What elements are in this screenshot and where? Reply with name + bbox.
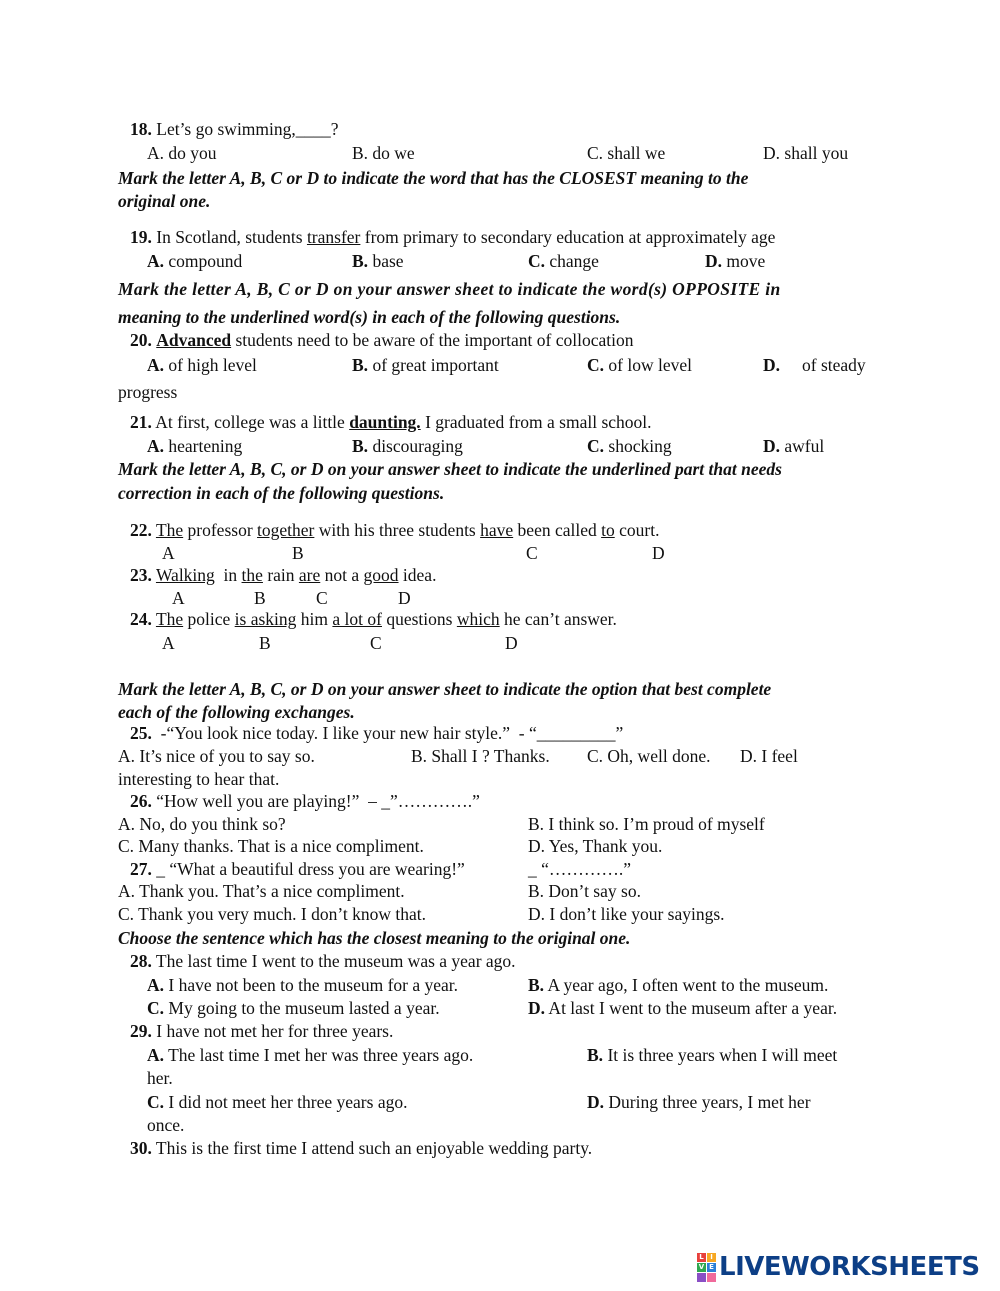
logo-cell xyxy=(707,1273,716,1282)
logo-cell: L xyxy=(697,1253,706,1262)
q20-option-b-letter: B. xyxy=(352,355,369,375)
q26-stem xyxy=(130,790,480,812)
q27-text: _ “What a beautiful dress you are wearing!” xyxy=(151,859,465,879)
q28-option-b-text: A year ago, I often went to the museum. xyxy=(544,975,829,995)
q23-stem xyxy=(130,564,436,586)
q25-number: 25. xyxy=(130,723,152,743)
q28-option-c-text: My going to the museum lasted a year. xyxy=(164,998,440,1018)
q19-option-c-text: change xyxy=(545,251,599,271)
q27-reply: _ “………….” xyxy=(528,859,632,879)
q19-option-a[interactable] xyxy=(147,250,242,272)
q20-option-b[interactable] xyxy=(352,354,499,376)
q27-option-c[interactable]: C. Thank you very much. I don’t know that. xyxy=(118,904,426,924)
q19-option-c[interactable] xyxy=(528,250,599,272)
q28-option-d[interactable] xyxy=(528,997,837,1019)
q20-option-c[interactable] xyxy=(587,354,692,376)
q23-label-c: C xyxy=(316,588,328,608)
q24-part-a[interactable]: The xyxy=(155,609,184,629)
q21-option-b-text: discouraging xyxy=(368,436,463,456)
q26-option-b[interactable]: B. I think so. I’m proud of myself xyxy=(528,814,765,834)
q20-option-a-letter: A. xyxy=(147,355,165,375)
q30-stem xyxy=(130,1137,592,1159)
logo-text: LIVEWORKSHEETS xyxy=(719,1252,980,1282)
logo-cell: E xyxy=(707,1263,716,1272)
q21-option-c-letter: C. xyxy=(587,436,605,456)
q29-option-b-letter: B. xyxy=(587,1045,604,1065)
q21-stem xyxy=(130,411,652,433)
q18-number: 18. xyxy=(130,119,152,139)
q29-option-a-text: The last time I met her was three years ago. xyxy=(164,1045,474,1065)
q25-option-d[interactable]: D. I feel xyxy=(740,746,798,766)
q27-option-d[interactable]: D. I don’t like your sayings. xyxy=(528,904,725,924)
instruction-closest-sentence: Choose the sentence which has the closest meaning to the original one. xyxy=(118,928,631,948)
q21-option-a[interactable] xyxy=(147,435,242,457)
q19-stem xyxy=(130,226,775,248)
q28-stem xyxy=(130,950,516,972)
q24-stem xyxy=(130,608,617,630)
q18-text: Let’s go swimming,____? xyxy=(151,119,339,139)
q21-number: 21. xyxy=(130,412,152,432)
q28-number: 28. xyxy=(130,951,152,971)
q28-option-a-text: I have not been to the museum for a year. xyxy=(164,975,459,995)
q19-option-a-letter: A. xyxy=(147,251,165,271)
instruction-exchanges-1: Mark the letter A, B, C, or D on your answer sheet to indicate the option that best complete xyxy=(118,679,772,699)
q28-option-c-letter: C. xyxy=(147,998,165,1018)
q29-option-d-wrap: once. xyxy=(147,1115,185,1135)
q24-text-2: him xyxy=(296,609,333,629)
q25-option-c[interactable]: C. Oh, well done. xyxy=(587,746,711,766)
q18-stem xyxy=(130,118,339,140)
q29-option-d-letter: D. xyxy=(587,1092,605,1112)
q23-label-a: A xyxy=(172,588,185,608)
q19-option-d[interactable] xyxy=(705,250,765,272)
q29-option-b-wrap: her. xyxy=(147,1068,173,1088)
q18-option-b[interactable]: B. do we xyxy=(352,143,415,163)
q19-option-a-text: compound xyxy=(164,251,243,271)
q20-number: 20. xyxy=(130,330,152,350)
q29-stem xyxy=(130,1020,393,1042)
q24-label-d: D xyxy=(505,633,518,653)
q25-option-b[interactable]: B. Shall I ? Thanks. xyxy=(411,746,550,766)
q23-part-a[interactable]: Walking xyxy=(155,565,215,585)
q25-text: -“You look nice today. I like your new hair style.” - “_________” xyxy=(151,723,624,743)
q22-part-a[interactable]: The xyxy=(155,520,184,540)
q20-option-a-text: of high level xyxy=(164,355,257,375)
q21-option-d[interactable] xyxy=(763,435,824,457)
q22-part-c[interactable]: have xyxy=(480,520,514,540)
q24-text-1: police xyxy=(183,609,235,629)
q21-text-post: I graduated from a small school. xyxy=(420,412,652,432)
q23-number: 23. xyxy=(130,565,152,585)
q24-label-c: C xyxy=(370,633,382,653)
q28-option-d-letter: D. xyxy=(528,998,546,1018)
q29-option-a[interactable] xyxy=(147,1044,473,1066)
q30-number: 30. xyxy=(130,1138,152,1158)
q19-text-post: from primary to secondary education at approximately age xyxy=(360,227,776,247)
q28-option-b[interactable] xyxy=(528,974,828,996)
q26-option-a[interactable]: A. No, do you think so? xyxy=(118,814,286,834)
q24-part-d[interactable]: which xyxy=(456,609,500,629)
q20-option-b-text: of great important xyxy=(368,355,499,375)
q21-option-b[interactable] xyxy=(352,435,463,457)
q23-part-b[interactable]: the xyxy=(241,565,263,585)
q20-option-d[interactable] xyxy=(763,354,866,376)
q22-label-b: B xyxy=(292,543,304,563)
q23-label-d: D xyxy=(398,588,411,608)
q23-text-4: idea. xyxy=(398,565,437,585)
q23-text-2: rain xyxy=(262,565,299,585)
q20-option-d-wrap: progress xyxy=(118,382,178,402)
q27-stem xyxy=(130,858,465,880)
q22-text-4: court. xyxy=(614,520,660,540)
q23-text-1: in xyxy=(214,565,242,585)
q21-option-c-text: shocking xyxy=(604,436,672,456)
logo-cell: I xyxy=(707,1253,716,1262)
q26-option-c[interactable]: C. Many thanks. That is a nice compliment. xyxy=(118,836,424,856)
q29-option-c-text: I did not meet her three years ago. xyxy=(164,1092,408,1112)
instruction-closest-2: original one. xyxy=(118,191,211,211)
q19-underlined-word: transfer xyxy=(306,227,361,247)
instruction-exchanges-2: each of the following exchanges. xyxy=(118,702,355,722)
q21-underlined-word: daunting. xyxy=(349,412,421,432)
q28-option-d-text: At last I went to the museum after a year. xyxy=(545,998,838,1018)
q25-stem xyxy=(130,722,623,744)
q29-option-b[interactable] xyxy=(587,1044,837,1066)
q26-option-d[interactable]: D. Yes, Thank you. xyxy=(528,836,663,856)
q21-option-a-letter: A. xyxy=(147,436,165,456)
q19-option-b[interactable] xyxy=(352,250,404,272)
q28-text: The last time I went to the museum was a year ago. xyxy=(151,951,516,971)
q21-text-pre: At first, college was a little xyxy=(151,412,350,432)
q19-number: 19. xyxy=(130,227,152,247)
q28-option-b-letter: B. xyxy=(528,975,545,995)
instruction-opposite-1: Mark the letter A, B, C or D on your answer sheet to indicate the word(s) OPPOSITE in xyxy=(118,279,781,299)
q29-option-d-text: During three years, I met her xyxy=(604,1092,811,1112)
q30-text: This is the first time I attend such an enjoyable wedding party. xyxy=(151,1138,593,1158)
logo-mark-icon xyxy=(697,1253,716,1282)
q18-option-a[interactable]: A. do you xyxy=(147,143,217,163)
q19-text-pre: In Scotland, students xyxy=(151,227,307,247)
q25-option-d-wrap: interesting to hear that. xyxy=(118,769,280,789)
q20-option-a[interactable] xyxy=(147,354,257,376)
q25-option-a[interactable]: A. It’s nice of you to say so. xyxy=(118,746,315,766)
q20-stem xyxy=(130,329,634,351)
q19-option-d-text: move xyxy=(722,251,766,271)
q24-text-4: he can’t answer. xyxy=(499,609,617,629)
q21-option-d-text: awful xyxy=(780,436,825,456)
q24-number: 24. xyxy=(130,609,152,629)
q19-option-c-letter: C. xyxy=(528,251,546,271)
instruction-closest-1: Mark the letter A, B, C or D to indicate the word that has the CLOSEST meaning to the xyxy=(118,168,749,188)
q20-option-d-letter: D. xyxy=(763,355,781,375)
q21-option-d-letter: D. xyxy=(763,436,781,456)
q23-text-3: not a xyxy=(320,565,364,585)
q23-label-b: B xyxy=(254,588,266,608)
q22-text-3: been called xyxy=(513,520,602,540)
q29-option-a-letter: A. xyxy=(147,1045,165,1065)
instruction-correction-1: Mark the letter A, B, C, or D on your answer sheet to indicate the underlined part that needs xyxy=(118,459,782,479)
logo-cell: V xyxy=(698,1262,705,1271)
instruction-opposite-2: meaning to the underlined word(s) in each of the following questions. xyxy=(118,307,621,327)
q29-option-c-letter: C. xyxy=(147,1092,165,1112)
q29-option-c[interactable] xyxy=(147,1091,407,1113)
q22-part-b[interactable]: together xyxy=(257,520,315,540)
q28-option-c[interactable] xyxy=(147,997,440,1019)
q22-label-d: D xyxy=(652,543,665,563)
q27-number: 27. xyxy=(130,859,152,879)
q28-option-a[interactable] xyxy=(147,974,458,996)
q26-number: 26. xyxy=(130,791,152,811)
q24-part-b[interactable]: is asking xyxy=(234,609,297,629)
q29-number: 29. xyxy=(130,1021,152,1041)
q20-option-d-text: of steady xyxy=(802,355,866,375)
q22-stem xyxy=(130,519,659,541)
q21-option-a-text: heartening xyxy=(164,436,243,456)
q20-text-post: students need to be aware of the important of collocation xyxy=(231,330,634,350)
q24-label-b: B xyxy=(259,633,271,653)
q24-label-a: A xyxy=(162,633,175,653)
q18-option-c[interactable]: C. shall we xyxy=(587,143,666,163)
q20-option-c-letter: C. xyxy=(587,355,605,375)
q19-option-d-letter: D. xyxy=(705,251,723,271)
q21-option-b-letter: B. xyxy=(352,436,369,456)
q19-option-b-letter: B. xyxy=(352,251,369,271)
q20-option-c-text: of low level xyxy=(604,355,692,375)
q22-label-c: C xyxy=(526,543,538,563)
q22-number: 22. xyxy=(130,520,152,540)
q22-text-1: professor xyxy=(183,520,258,540)
q21-option-c[interactable] xyxy=(587,435,672,457)
q19-option-b-text: base xyxy=(368,251,404,271)
q26-text: “How well you are playing!” – _”………….” xyxy=(151,791,480,811)
q29-text: I have not met her for three years. xyxy=(151,1021,394,1041)
q27-option-a[interactable]: A. Thank you. That’s a nice compliment. xyxy=(118,881,405,901)
q29-option-d[interactable] xyxy=(587,1091,811,1113)
logo-cell xyxy=(697,1273,706,1282)
q24-text-3: questions xyxy=(381,609,457,629)
q22-part-d[interactable]: to xyxy=(601,520,615,540)
liveworksheets-logo xyxy=(697,1252,980,1282)
q24-part-c[interactable]: a lot of xyxy=(332,609,382,629)
q29-option-b-text: It is three years when I will meet xyxy=(603,1045,838,1065)
q28-option-a-letter: A. xyxy=(147,975,165,995)
q23-part-c[interactable]: are xyxy=(298,565,321,585)
instruction-correction-2: correction in each of the following questions. xyxy=(118,483,445,503)
q27-option-b[interactable]: B. Don’t say so. xyxy=(528,881,641,901)
q22-text-2: with his three students xyxy=(314,520,481,540)
q22-label-a: A xyxy=(162,543,175,563)
q18-option-d[interactable]: D. shall you xyxy=(763,143,849,163)
q23-part-d[interactable]: good xyxy=(363,565,399,585)
q20-underlined-word: Advanced xyxy=(156,330,232,350)
